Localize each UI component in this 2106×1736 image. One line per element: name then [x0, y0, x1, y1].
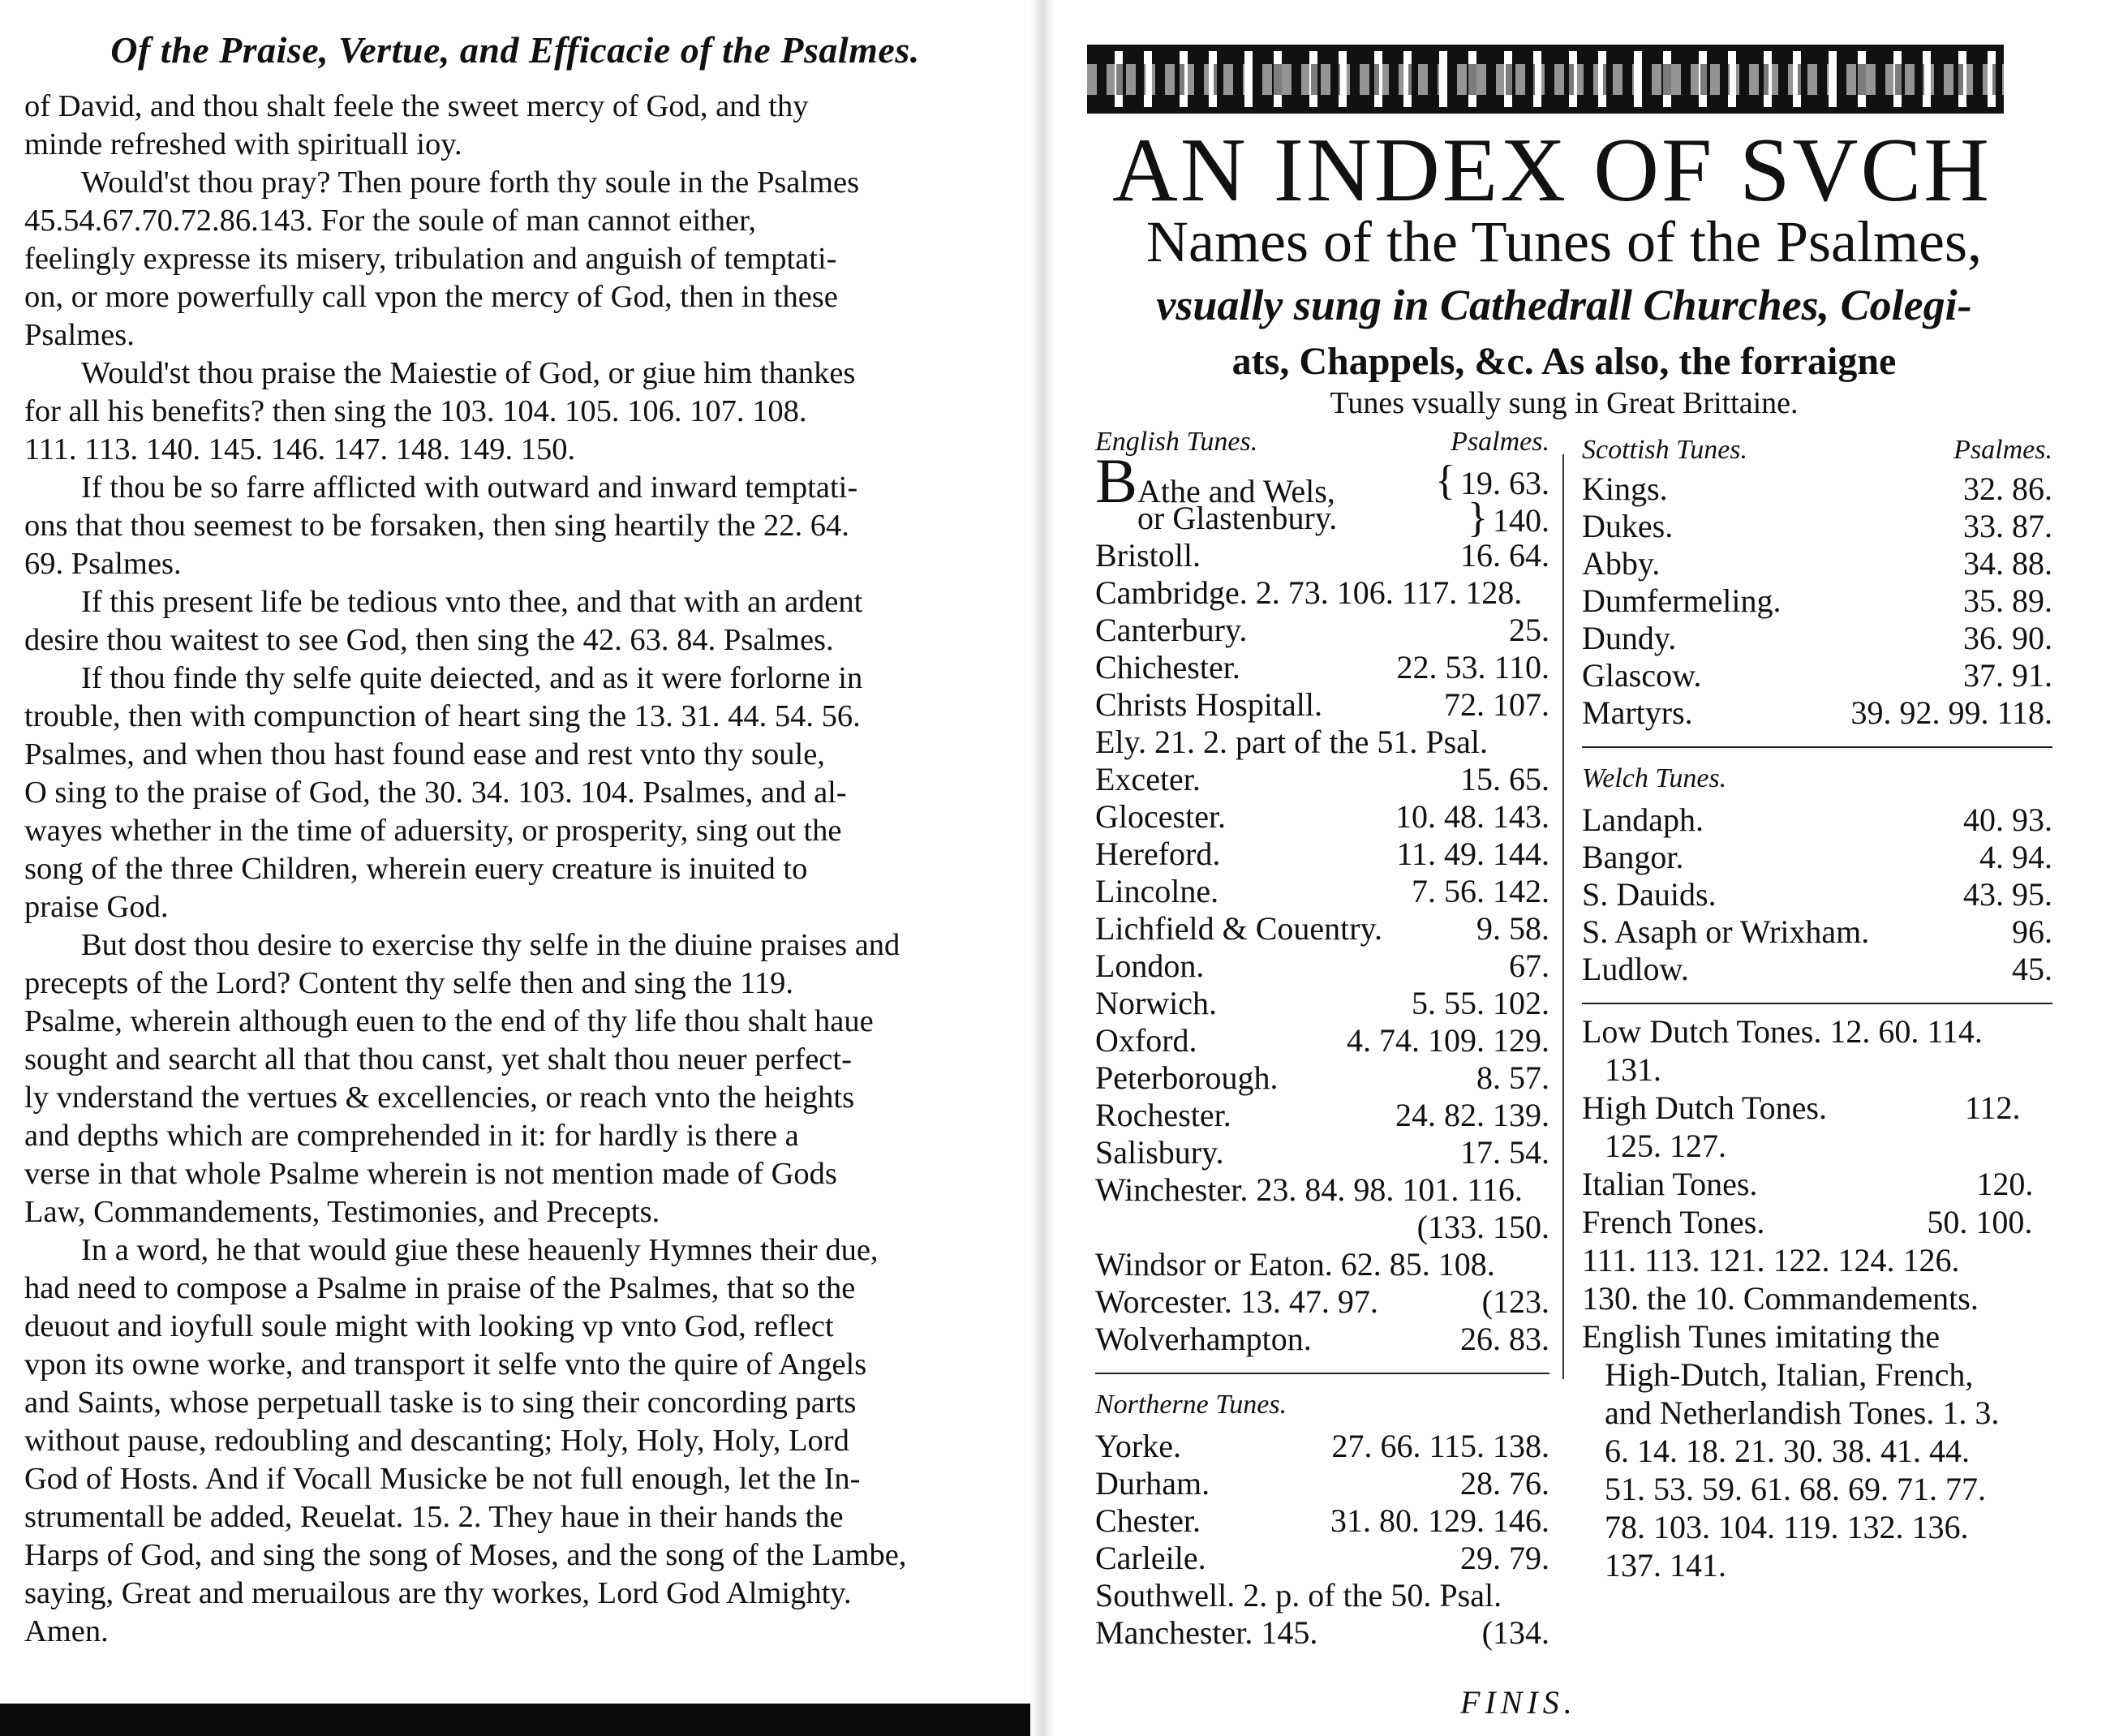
tune-entry — [1095, 1134, 1549, 1171]
psalm-numbers: 36. 90. — [1963, 620, 2052, 656]
tune-entry — [1582, 582, 2052, 620]
tune-entry-glastenbury: or Glastenbury. } 140. — [1137, 495, 1549, 541]
text-line: song of the three Children, wherein euery creature is inuited to — [24, 852, 808, 886]
tune-entry — [1095, 761, 1549, 798]
psalm-numbers: 35. 89. — [1963, 582, 2052, 619]
ornamental-headpiece — [1087, 45, 2004, 114]
tune-name: Chichester. — [1095, 649, 1240, 685]
index-column-left — [1095, 422, 1549, 1652]
psalm-numbers: 15. 65. — [1460, 761, 1549, 797]
psalm-numbers: 25. — [1509, 612, 1549, 648]
tune-name: Salisbury. — [1095, 1134, 1224, 1171]
tune-entry — [1095, 1209, 1549, 1246]
text-line: strumentall be added, Reuelat. 15. 2. They haue in their hands the — [24, 1500, 844, 1534]
foreign-tune-line: Italian Tones. 120. — [1582, 1166, 2034, 1202]
psalm-numbers — [1540, 1577, 1549, 1614]
tune-entry — [1582, 545, 2052, 582]
english-tunes-header — [1095, 422, 1549, 462]
section-rule — [1582, 1003, 2052, 1004]
tune-name: Dukes. — [1582, 508, 1674, 544]
tune-name: Bangor. — [1582, 839, 1684, 875]
tune-entry-bath: BAthe and Wels, { 19. 63. — [1095, 445, 1549, 516]
text-line: If thou finde thy selfe quite deiected, and as it were forlorne in — [81, 661, 863, 695]
text-line: minde refreshed with spirituall ioy. — [24, 127, 462, 161]
tune-name: Bristoll. — [1095, 537, 1201, 574]
text-line: Law, Commandements, Testimonies, and Precepts. — [24, 1195, 660, 1229]
tune-entry — [1095, 1577, 1549, 1614]
text-line: feelingly expresse its misery, tribulation and anguish of temptati- — [24, 242, 837, 276]
tune-entry — [1095, 1022, 1549, 1059]
text-line: praise God. — [24, 890, 169, 924]
tune-name: Ludlow. — [1582, 951, 1689, 987]
psalm-numbers — [1540, 1246, 1549, 1283]
tune-entry — [1582, 657, 2052, 694]
tune-name: Dundy. — [1582, 620, 1677, 656]
psalm-numbers: 4. 74. 109. 129. — [1347, 1022, 1549, 1059]
tune-name: London. — [1095, 947, 1205, 984]
foreign-tune-line: English Tunes imitating the — [1582, 1318, 1941, 1355]
tune-entry — [1582, 876, 2052, 913]
index-subtitle-3: ats, Chappels, &c. As also, the forraigne — [1231, 340, 1897, 383]
foreign-tune-line: 6. 14. 18. 21. 30. 38. 41. 44. — [1605, 1433, 1970, 1469]
psalm-numbers: 28. 76. — [1460, 1465, 1549, 1502]
english-tunes-heading: English Tunes. — [1095, 427, 1258, 457]
tune-entry — [1095, 798, 1549, 836]
text-line: 45.54.67.70.72.86.143. For the soule of man cannot either, — [24, 204, 756, 238]
psalm-numbers: 32. 86. — [1963, 471, 2052, 507]
text-line: Harps of God, and sing the song of Moses, and the song of the Lambe, — [24, 1538, 907, 1572]
tune-entry — [1095, 1171, 1549, 1209]
psalm-numbers: 72. 107. — [1444, 686, 1549, 723]
tune-entry — [1095, 1614, 1549, 1652]
psalm-numbers: 4. 94. — [1979, 839, 2052, 875]
tune-entry — [1095, 1321, 1549, 1358]
text-line: Amen. — [24, 1614, 109, 1648]
psalm-numbers: 16. 64. — [1460, 537, 1549, 574]
tune-entry — [1095, 1465, 1549, 1502]
foreign-tune-line: Low Dutch Tones. 12. 60. 114. — [1582, 1013, 1983, 1050]
text-line: wayes whether in the time of aduersity, or prosperity, sing out the — [24, 814, 842, 848]
psalm-numbers: 37. 91. — [1963, 657, 2052, 694]
foreign-tune-line: 51. 53. 59. 61. 68. 69. 71. 77. — [1605, 1471, 1986, 1507]
text-line: without pause, redoubling and descanting; Holy, Holy, Holy, Lord — [24, 1424, 849, 1458]
tune-name: Worcester. 13. 47. 97. — [1095, 1283, 1378, 1320]
text-line: desire thou waitest to see God, then sing the 42. 63. 84. Psalmes. — [24, 623, 834, 657]
text-line: Would'st thou pray? Then poure forth thy soule in the Psalmes — [81, 165, 860, 200]
tune-entry — [1095, 873, 1549, 910]
tune-name: Lincolne. — [1095, 873, 1219, 909]
tune-entry — [1095, 612, 1549, 649]
tune-name: Chester. — [1095, 1502, 1201, 1539]
psalm-numbers: 10. 48. 143. — [1395, 798, 1549, 835]
tune-entry — [1582, 801, 2052, 839]
index-title: AN INDEX OF SVCH — [1111, 120, 1992, 221]
text-line: saying, Great and meruailous are thy workes, Lord God Almighty. — [24, 1576, 852, 1610]
index-column-right — [1582, 430, 2052, 1584]
foreign-tune-line: and Netherlandish Tones. 1. 3. — [1605, 1394, 2000, 1431]
text-line: If this present life be tedious vnto thee, and that with an ardent — [81, 585, 863, 619]
psalm-numbers: 7. 56. 142. — [1412, 873, 1549, 909]
tune-entry — [1582, 471, 2052, 508]
text-line: Psalmes. — [24, 318, 135, 352]
page-edge-shadow — [0, 1704, 1030, 1736]
section-rule — [1582, 746, 2052, 748]
tune-entry — [1095, 1428, 1549, 1465]
psalm-numbers: 24. 82. 139. — [1395, 1097, 1549, 1133]
text-line: But dost thou desire to exercise thy selfe in the diuine praises and — [81, 928, 900, 962]
text-line: O sing to the praise of God, the 30. 34. 103. 104. Psalmes, and al- — [24, 776, 847, 810]
scottish-tunes-heading: Scottish Tunes. — [1582, 435, 1748, 465]
tune-name: Wolverhampton. — [1095, 1321, 1312, 1357]
right-page — [1055, 0, 2106, 1736]
text-line: of David, and thou shalt feele the sweet mercy of God, and thy — [24, 89, 809, 123]
psalm-numbers — [1540, 1171, 1549, 1209]
text-line: In a word, he that would giue these heauenly Hymnes their due, — [81, 1233, 879, 1267]
psalm-numbers: (134. — [1481, 1614, 1549, 1651]
text-line: Psalmes, and when thou hast found ease and rest vnto thy soule, — [24, 737, 825, 771]
tune-name: Martyrs. — [1582, 694, 1693, 731]
tune-name: Windsor or Eaton. 62. 85. 108. — [1095, 1246, 1495, 1283]
tune-name: Yorke. — [1095, 1428, 1181, 1464]
tune-entry — [1095, 1540, 1549, 1577]
psalmes-heading: Psalmes. — [1451, 427, 1549, 457]
tune-entry — [1095, 1059, 1549, 1097]
psalm-numbers: 45. — [2012, 951, 2052, 987]
index-subtitle-2: vsually sung in Cathedrall Churches, Colegi- — [1156, 281, 1972, 329]
psalm-numbers: 9. 58. — [1476, 910, 1549, 947]
welsh-tunes-list — [1582, 801, 2052, 988]
brace-icon: { — [1435, 458, 1455, 504]
tune-name: Glascow. — [1582, 657, 1702, 694]
text-line: sought and searcht all that thou canst, yet shalt thou neuer perfect- — [24, 1042, 852, 1076]
tune-name: Manchester. 145. — [1095, 1614, 1318, 1651]
tune-name: Dumfermeling. — [1582, 582, 1782, 619]
text-line: God of Hosts. And if Vocall Musicke be not full enough, let the In- — [24, 1462, 861, 1496]
psalm-numbers: 22. 53. 110. — [1396, 649, 1549, 685]
tune-entry — [1095, 537, 1549, 574]
psalm-numbers — [1540, 574, 1549, 612]
tune-entry — [1095, 1246, 1549, 1283]
tune-name: Winchester. 23. 84. 98. 101. 116. — [1095, 1171, 1523, 1208]
brace-icon: } — [1468, 495, 1488, 541]
foreign-tune-line: 131. — [1605, 1051, 1661, 1088]
tune-entry — [1095, 947, 1549, 985]
tune-name: Kings. — [1582, 471, 1668, 507]
text-line: precepts of the Lord? Content thy selfe then and sing the 119. — [24, 966, 793, 1000]
tune-entry — [1095, 649, 1549, 686]
tune-entry — [1095, 1502, 1549, 1540]
text-line: vpon its owne worke, and transport it selfe vnto the quire of Angels — [24, 1347, 867, 1381]
tune-name: Glocester. — [1095, 798, 1227, 835]
psalm-numbers: 26. 83. — [1460, 1321, 1549, 1357]
tune-entry — [1582, 620, 2052, 657]
tune-entry — [1095, 1097, 1549, 1134]
psalm-numbers: (133. 150. — [1416, 1209, 1549, 1245]
tune-name: Southwell. 2. p. of the 50. Psal. — [1095, 1577, 1502, 1614]
foreign-tune-line: French Tones. 50. 100. — [1582, 1204, 2033, 1240]
text-line: had need to compose a Psalme in praise of the Psalmes, that so the — [24, 1271, 856, 1305]
section-rule — [1095, 1373, 1549, 1374]
tune-name: Hereford. — [1095, 836, 1221, 872]
left-page — [0, 0, 1030, 1736]
tune-name: S. Asaph or Wrixham. — [1582, 913, 1870, 950]
tune-entry — [1582, 913, 2052, 951]
foreign-tune-line: 125. 127. — [1605, 1128, 1726, 1164]
foreign-tune-line: High Dutch Tones. 112. — [1582, 1089, 2021, 1126]
tune-name: Rochester. — [1095, 1097, 1231, 1133]
psalm-numbers: (123. — [1481, 1283, 1549, 1320]
text-line: If thou be so farre afflicted with outward and inward temptati- — [81, 471, 858, 505]
psalm-numbers: 34. 88. — [1963, 545, 2052, 582]
index-subtitle-1: Names of the Tunes of the Psalmes, — [1146, 209, 1982, 274]
drop-cap: B — [1095, 445, 1138, 516]
tune-entry — [1582, 839, 2052, 876]
scottish-tunes-list — [1582, 471, 2052, 732]
tune-name: Canterbury. — [1095, 612, 1248, 648]
psalmes-heading: Psalmes. — [1953, 435, 2052, 465]
tune-name: S. Dauids. — [1582, 876, 1717, 913]
psalm-numbers: 11. 49. 144. — [1396, 836, 1549, 872]
finis: FINIS. — [1460, 1684, 1577, 1721]
scottish-tunes-header — [1582, 430, 2052, 471]
text-line: and depths which are comprehended in it: for hardly is there a — [24, 1119, 799, 1153]
tune-name: Exceter. — [1095, 761, 1201, 797]
text-line: trouble, then with compunction of heart sing the 13. 31. 44. 54. 56. — [24, 699, 861, 733]
tune-entry — [1095, 724, 1549, 761]
psalm-numbers — [1540, 724, 1549, 761]
psalm-numbers: 43. 95. — [1963, 876, 2052, 913]
english-tunes-list — [1095, 537, 1549, 1358]
foreign-tune-line: High-Dutch, Italian, French, — [1605, 1356, 1974, 1393]
text-line: ons that thou seemest to be forsaken, then sing heartily the 22. 64. — [24, 509, 849, 543]
foreign-tune-line: 111. 113. 121. 122. 124. 126. — [1582, 1242, 1960, 1278]
psalm-numbers: 40. 93. — [1963, 801, 2052, 838]
text-line: on, or more powerfully call vpon the mercy of God, then in these — [24, 280, 838, 314]
tune-entry — [1582, 951, 2052, 988]
running-head: Of the Praise, Vertue, and Efficacie of the Psalmes. — [110, 29, 920, 71]
welsh-tunes-heading: Welch Tunes. — [1582, 763, 1727, 793]
text-line: deuout and ioyfull soule might with looking vp vnto God, reflect — [24, 1309, 834, 1343]
tune-name: Lichfield & Couentry. — [1095, 910, 1382, 947]
foreign-tune-line: 137. 141. — [1605, 1547, 1726, 1583]
northern-tunes-heading: Northerne Tunes. — [1095, 1390, 1287, 1420]
tune-entry — [1095, 1283, 1549, 1321]
index-subtitle-4: Tunes vsually sung in Great Brittaine. — [1330, 386, 1799, 420]
tune-name: Carleile. — [1095, 1540, 1206, 1576]
psalm-numbers: 17. 54. — [1460, 1134, 1549, 1171]
body-text — [24, 88, 957, 1651]
psalm-numbers: 8. 57. — [1476, 1059, 1549, 1096]
psalm-numbers: 67. — [1509, 947, 1549, 984]
foreign-tune-line: 130. the 10. Commandements. — [1582, 1280, 1979, 1317]
text-line: and Saints, whose perpetuall taske is to sing their concording parts — [24, 1386, 857, 1420]
tune-entry — [1095, 686, 1549, 724]
column-divider — [1562, 454, 1564, 1379]
text-line: ly vnderstand the vertues & excellencies, or reach vnto the heights — [24, 1081, 855, 1115]
psalm-numbers: 29. 79. — [1460, 1540, 1549, 1576]
foreign-tunes-list — [1582, 1012, 2052, 1584]
tune-name: Peterborough. — [1095, 1059, 1279, 1096]
psalm-numbers: 31. 80. 129. 146. — [1330, 1502, 1549, 1539]
psalm-numbers: 96. — [2012, 913, 2052, 950]
psalm-numbers: 27. 66. 115. 138. — [1331, 1428, 1549, 1464]
tune-name: Durham. — [1095, 1465, 1210, 1502]
psalm-numbers: 33. 87. — [1963, 508, 2052, 544]
tune-name: Cambridge. 2. 73. 106. 117. 128. — [1095, 574, 1523, 611]
foreign-tune-line: 78. 103. 104. 119. 132. 136. — [1605, 1509, 1969, 1545]
tune-name: Oxford. — [1095, 1022, 1197, 1059]
tune-entry — [1095, 574, 1549, 612]
psalm-numbers: 39. 92. 99. 118. — [1850, 694, 2052, 731]
text-line: verse in that whole Psalme wherein is not mention made of Gods — [24, 1157, 837, 1191]
northern-tunes-list — [1095, 1428, 1549, 1652]
tune-name: Abby. — [1582, 545, 1661, 582]
psalm-numbers: 5. 55. 102. — [1412, 985, 1549, 1021]
tune-entry — [1095, 836, 1549, 873]
tune-name: Ely. 21. 2. part of the 51. Psal. — [1095, 724, 1489, 760]
text-line: Psalme, wherein although euen to the end of thy life thou shalt haue — [24, 1004, 874, 1038]
tune-name: Norwich. — [1095, 985, 1217, 1021]
tune-entry — [1582, 694, 2052, 732]
tune-name: Christs Hospitall. — [1095, 686, 1323, 723]
tune-entry — [1095, 985, 1549, 1022]
text-line: 69. Psalmes. — [24, 547, 182, 581]
tune-entry — [1582, 508, 2052, 545]
tune-name: Landaph. — [1582, 801, 1704, 838]
book-gutter — [1030, 0, 1055, 1736]
tune-entry — [1095, 910, 1549, 947]
text-line: for all his benefits? then sing the 103. 104. 105. 106. 107. 108. — [24, 394, 807, 428]
text-line: Would'st thou praise the Maiestie of God, or giue him thankes — [81, 356, 856, 390]
text-line: 111. 113. 140. 145. 146. 147. 148. 149. 150. — [24, 432, 576, 466]
